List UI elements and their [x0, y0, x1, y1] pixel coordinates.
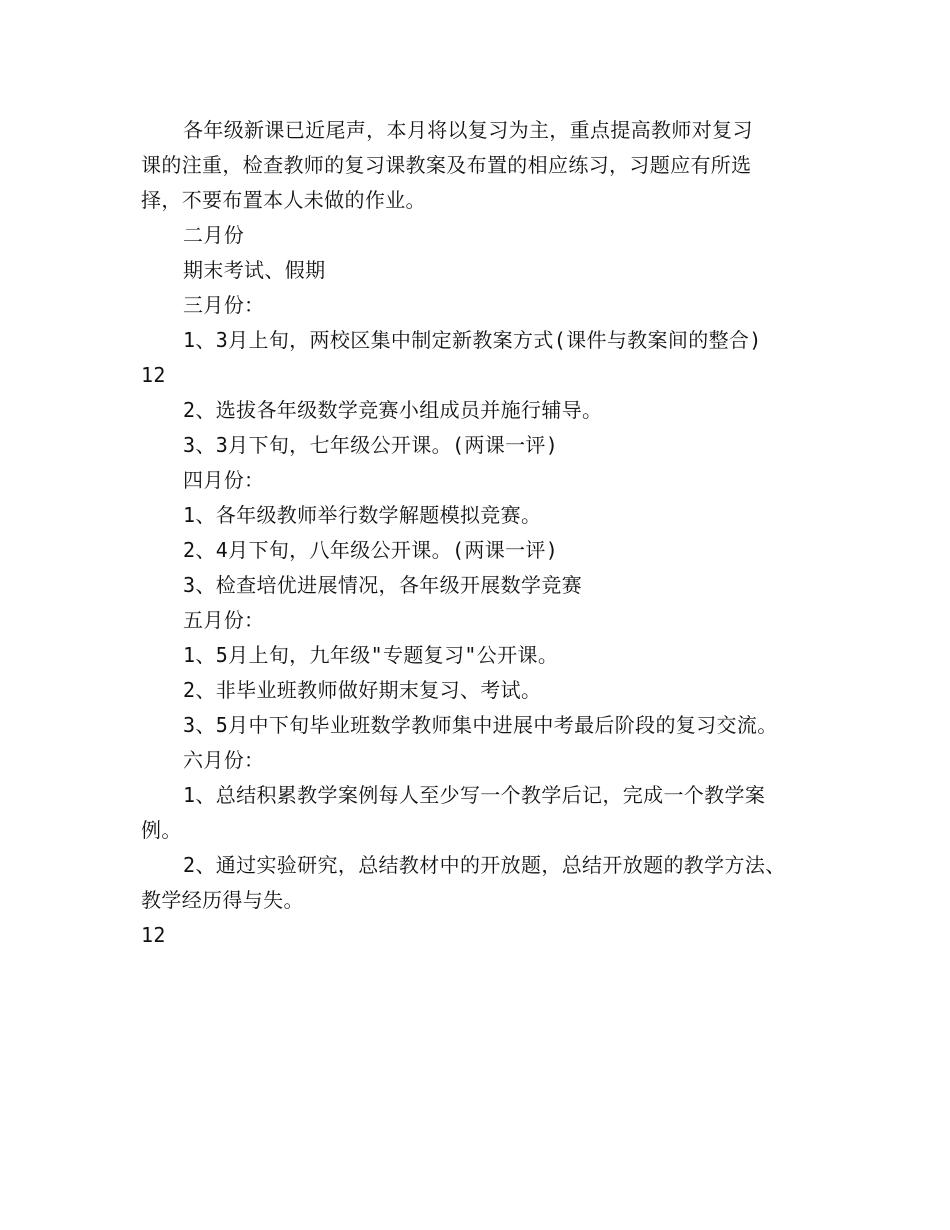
month-heading: 五月份：: [183, 608, 265, 632]
list-item: 2、非毕业班教师做好期末复习、考试。: [183, 678, 542, 702]
list-item: 1、总结积累教学案例每人至少写一个教学后记，完成一个教学案: [183, 783, 766, 807]
list-item-continuation: 教学经历得与失。: [141, 888, 304, 912]
paragraph-line: 择，不要布置本人未做的作业。: [141, 188, 426, 212]
list-item: 1、各年级教师举行数学解题模拟竞赛。: [183, 503, 542, 527]
page-number: 12: [141, 923, 166, 947]
list-item: 1、5月上旬，九年级"专题复习"公开课。: [183, 643, 559, 667]
month-heading: 二月份: [183, 223, 245, 247]
list-item-continuation: 例。: [141, 818, 182, 842]
list-item: 2、通过实验研究，总结教材中的开放题，总结开放题的教学方法、: [183, 853, 786, 877]
document-page: [141, 113, 831, 953]
list-item: 期末考试、假期: [183, 258, 326, 282]
list-item: 3、3月下旬，七年级公开课。(两课一评): [183, 433, 559, 457]
month-heading: 三月份：: [183, 293, 265, 317]
list-item: 3、检查培优进展情况，各年级开展数学竞赛: [183, 573, 583, 597]
paragraph-line: 各年级新课已近尾声，本月将以复习为主，重点提高教师对复习: [183, 118, 753, 142]
month-heading: 六月份：: [183, 748, 265, 772]
page-number: 12: [141, 363, 166, 387]
paragraph-line: 课的注重，检查教师的复习课教案及布置的相应练习，习题应有所选: [141, 153, 752, 177]
list-item: 2、4月下旬，八年级公开课。(两课一评): [183, 538, 559, 562]
list-item: 3、5月中下旬毕业班数学教师集中进展中考最后阶段的复习交流。: [183, 713, 778, 737]
month-heading: 四月份：: [183, 468, 265, 492]
list-item: 2、选拔各年级数学竞赛小组成员并施行辅导。: [183, 398, 603, 422]
list-item: 1、3月上旬，两校区集中制定新教案方式(课件与教案间的整合): [183, 328, 762, 352]
